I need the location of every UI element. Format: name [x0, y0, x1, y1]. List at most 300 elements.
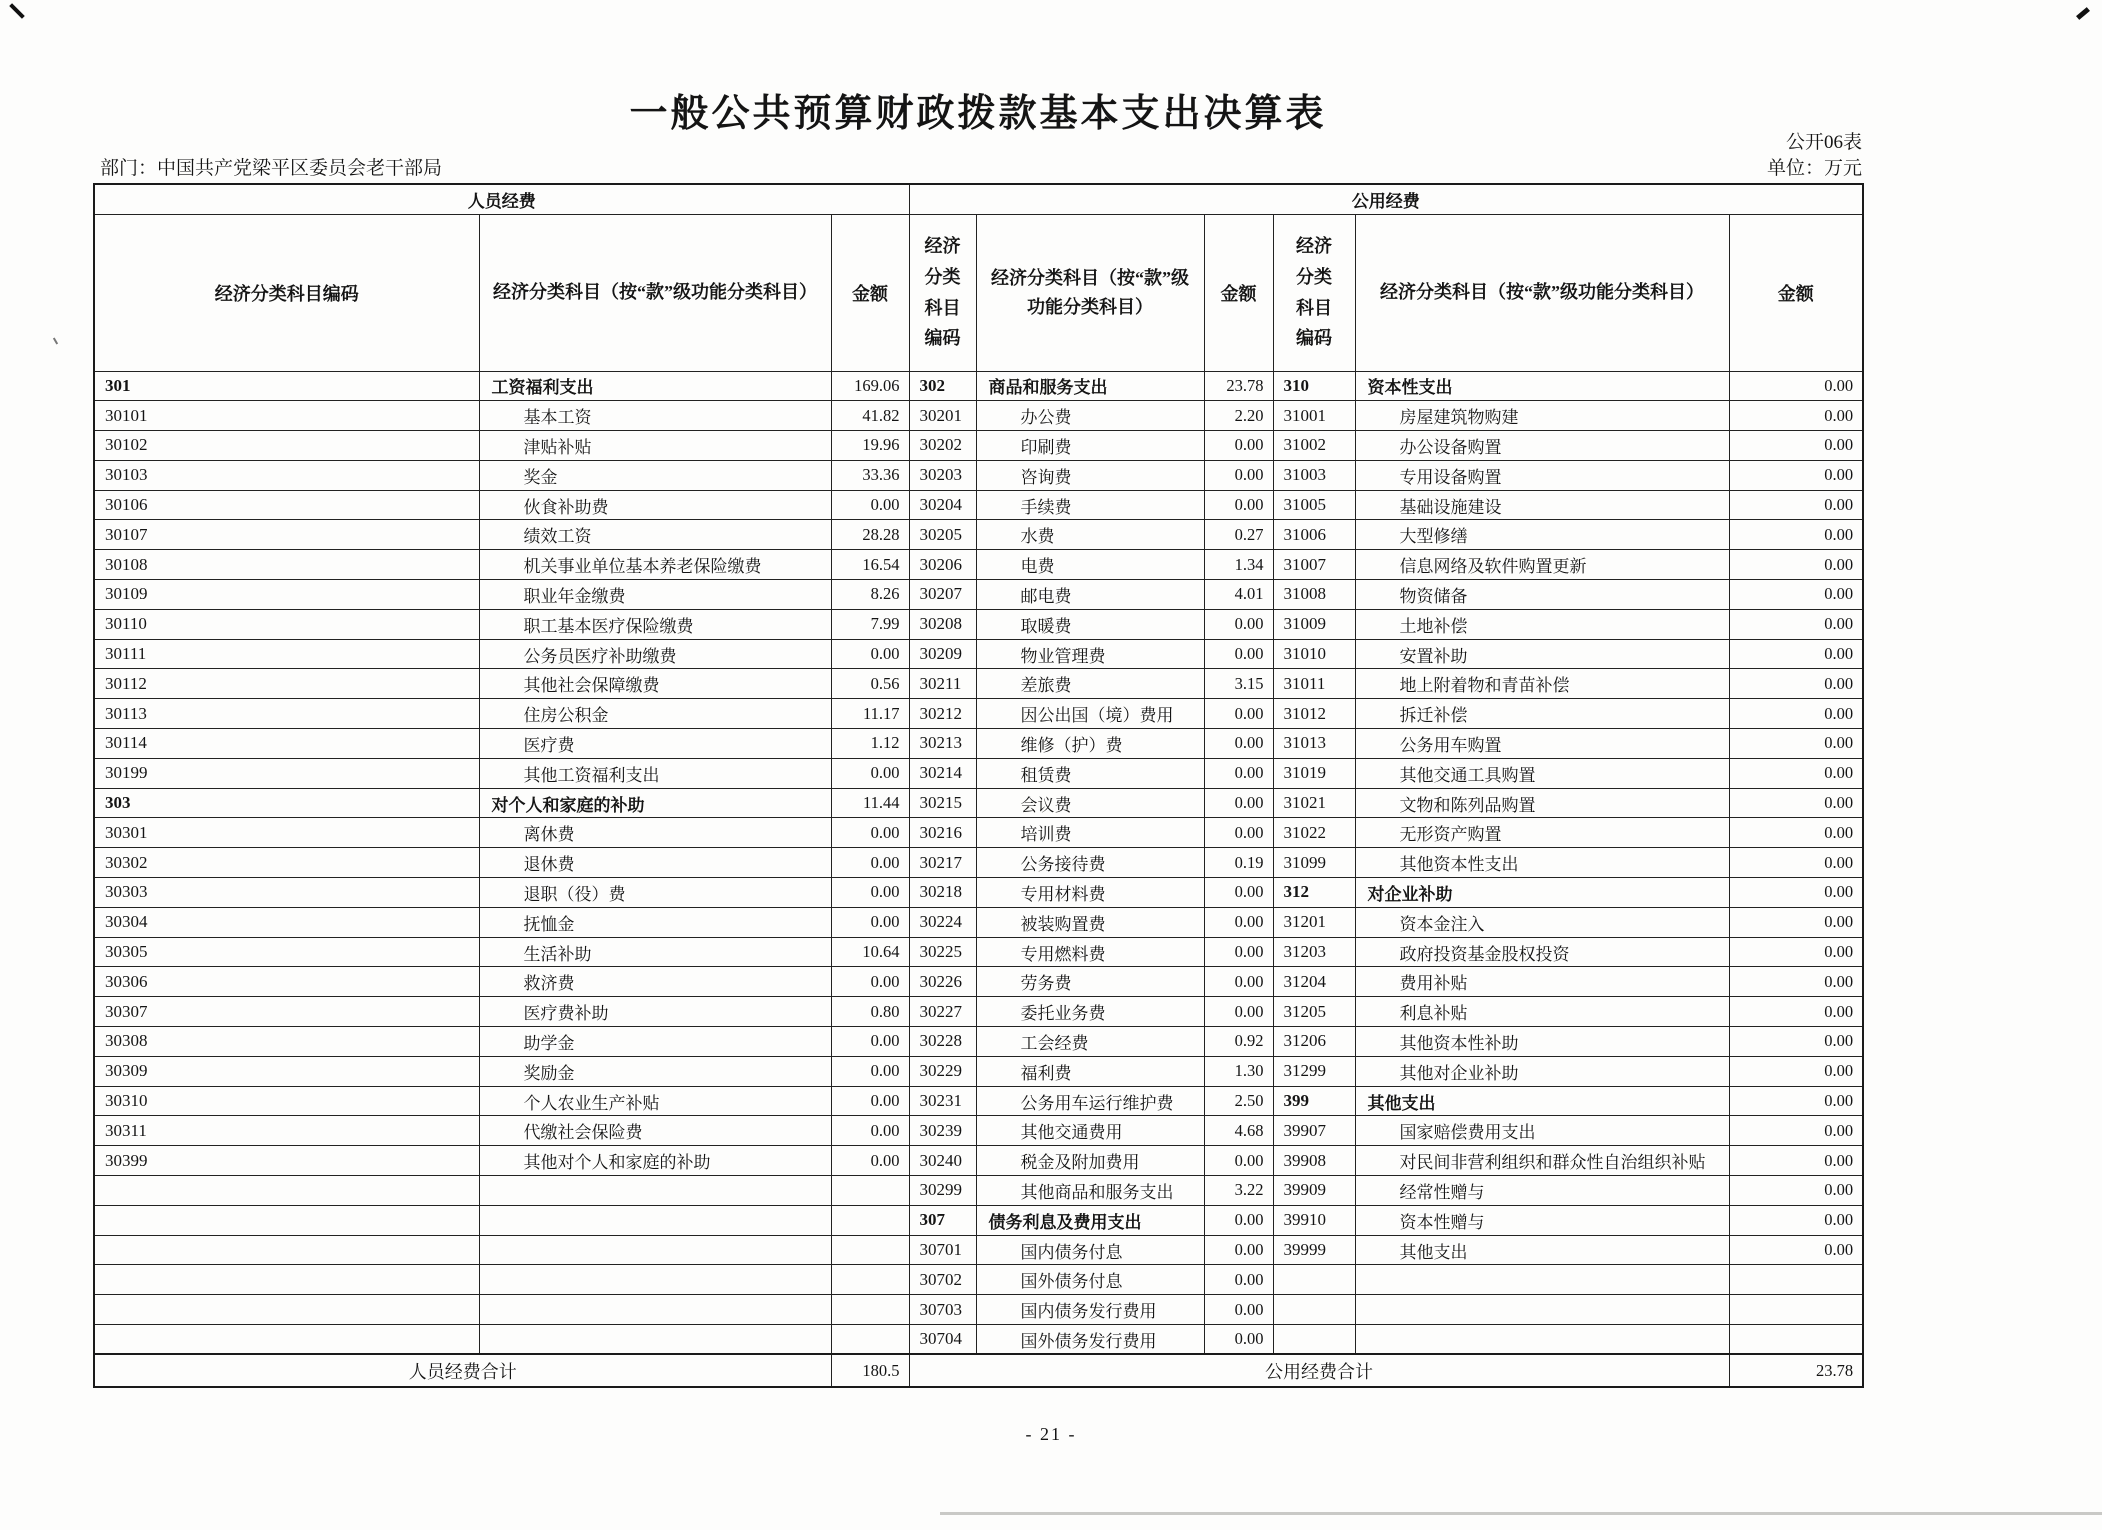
table-row — [94, 520, 1863, 550]
cell-code: 30112 — [94, 669, 479, 699]
cell-amount: 1.30 — [1204, 1056, 1273, 1086]
table-row — [94, 878, 1863, 908]
cell-amount: 0.00 — [1729, 550, 1863, 580]
cell-subject: 国内债务发行费用 — [976, 1295, 1204, 1325]
cell-subject: 抚恤金 — [479, 907, 831, 937]
cell-code: 30102 — [94, 431, 479, 461]
cell-amount: 0.00 — [1729, 401, 1863, 431]
cell-amount: 3.15 — [1204, 669, 1273, 699]
cell-subject: 费用补贴 — [1355, 967, 1729, 997]
cell-code: 30217 — [909, 848, 976, 878]
table-row — [94, 1146, 1863, 1176]
cell-subject: 其他支出 — [1355, 1086, 1729, 1116]
cell-code: 30308 — [94, 1027, 479, 1057]
table-row — [94, 1056, 1863, 1086]
scan-artifact — [53, 337, 58, 344]
cell-subject: 公务员医疗补助缴费 — [479, 639, 831, 669]
cell-amount: 0.00 — [831, 1027, 909, 1057]
public-total-amount: 23.78 — [1729, 1354, 1863, 1387]
cell-amount: 0.00 — [1729, 431, 1863, 461]
cell-code — [94, 1295, 479, 1325]
table-row — [94, 907, 1863, 937]
cell-subject: 信息网络及软件购置更新 — [1355, 550, 1729, 580]
page-title: 一般公共预算财政拨款基本支出决算表 — [629, 93, 1327, 135]
cell-subject: 机关事业单位基本养老保险缴费 — [479, 550, 831, 580]
cell-amount: 0.00 — [831, 878, 909, 908]
cell-amount: 2.50 — [1204, 1086, 1273, 1116]
public-total-label: 公用经费合计 — [909, 1354, 1729, 1387]
cell-subject: 物资储备 — [1355, 580, 1729, 610]
cell-amount: 0.00 — [1204, 609, 1273, 639]
cell-code: 30107 — [94, 520, 479, 550]
totals-row — [94, 1354, 1863, 1387]
cell-code: 31007 — [1273, 550, 1355, 580]
cell-amount: 0.00 — [831, 490, 909, 520]
cell-code: 307 — [909, 1205, 976, 1235]
cell-amount — [1729, 1325, 1863, 1355]
cell-amount: 3.22 — [1204, 1176, 1273, 1206]
cell-code: 30113 — [94, 699, 479, 729]
cell-code: 31201 — [1273, 907, 1355, 937]
cell-code: 30304 — [94, 907, 479, 937]
cell-amount: 0.00 — [1729, 460, 1863, 490]
cell-code: 30110 — [94, 609, 479, 639]
cell-amount: 0.00 — [1729, 699, 1863, 729]
cell-code: 30101 — [94, 401, 479, 431]
cell-subject: 基本工资 — [479, 401, 831, 431]
cell-subject: 资本性支出 — [1355, 371, 1729, 401]
cell-amount: 1.34 — [1204, 550, 1273, 580]
col-header-amount-public2: 金额 — [1729, 214, 1863, 371]
cell-subject: 公务用车购置 — [1355, 729, 1729, 759]
cell-subject: 培训费 — [976, 818, 1204, 848]
cell-subject: 伙食补助费 — [479, 490, 831, 520]
cell-subject: 绩效工资 — [479, 520, 831, 550]
cell-subject: 维修（护）费 — [976, 729, 1204, 759]
cell-amount: 0.00 — [1204, 490, 1273, 520]
cell-subject — [479, 1235, 831, 1265]
cell-amount: 0.00 — [831, 907, 909, 937]
col-header-subject-public2: 经济分类科目（按“款”级功能分类科目） — [1355, 214, 1729, 371]
cell-amount: 0.00 — [1204, 431, 1273, 461]
cell-code: 30207 — [909, 580, 976, 610]
cell-code: 30205 — [909, 520, 976, 550]
cell-code: 30211 — [909, 669, 976, 699]
table-row — [94, 1027, 1863, 1057]
column-header-row — [94, 214, 1863, 371]
cell-code: 312 — [1273, 878, 1355, 908]
cell-amount: 4.68 — [1204, 1116, 1273, 1146]
cell-subject: 离休费 — [479, 818, 831, 848]
table-row — [94, 431, 1863, 461]
cell-subject: 福利费 — [976, 1056, 1204, 1086]
cell-amount: 0.00 — [831, 848, 909, 878]
cell-code: 30215 — [909, 788, 976, 818]
col-header-amount-public1: 金额 — [1204, 214, 1273, 371]
cell-code: 39908 — [1273, 1146, 1355, 1176]
cell-subject: 其他社会保障缴费 — [479, 669, 831, 699]
cell-subject: 退职（役）费 — [479, 878, 831, 908]
cell-code: 30114 — [94, 729, 479, 759]
cell-amount — [831, 1295, 909, 1325]
table-row — [94, 639, 1863, 669]
cell-amount: 0.00 — [1729, 878, 1863, 908]
table-row — [94, 818, 1863, 848]
cell-subject: 奖励金 — [479, 1056, 831, 1086]
cell-subject: 利息补贴 — [1355, 997, 1729, 1027]
cell-subject — [479, 1325, 831, 1355]
unit-label: 单位：万元 — [1766, 157, 1862, 179]
personnel-total-amount: 180.5 — [831, 1354, 909, 1387]
cell-amount: 0.92 — [1204, 1027, 1273, 1057]
cell-amount: 0.27 — [1204, 520, 1273, 550]
cell-amount: 0.00 — [1204, 1235, 1273, 1265]
cell-amount: 10.64 — [831, 937, 909, 967]
cell-amount: 0.00 — [831, 818, 909, 848]
cell-amount — [831, 1176, 909, 1206]
cell-subject: 助学金 — [479, 1027, 831, 1057]
cell-amount: 11.17 — [831, 699, 909, 729]
cell-amount: 0.00 — [1729, 818, 1863, 848]
cell-amount: 0.00 — [831, 1056, 909, 1086]
cell-amount: 41.82 — [831, 401, 909, 431]
cell-subject: 印刷费 — [976, 431, 1204, 461]
table-row — [94, 1265, 1863, 1295]
cell-subject — [479, 1176, 831, 1206]
cell-subject: 其他交通工具购置 — [1355, 758, 1729, 788]
cell-subject: 办公设备购置 — [1355, 431, 1729, 461]
cell-subject: 债务利息及费用支出 — [976, 1205, 1204, 1235]
cell-subject: 个人农业生产补贴 — [479, 1086, 831, 1116]
cell-subject: 退休费 — [479, 848, 831, 878]
cell-code: 31204 — [1273, 967, 1355, 997]
cell-code: 30299 — [909, 1176, 976, 1206]
cell-amount: 16.54 — [831, 550, 909, 580]
table-row — [94, 1205, 1863, 1235]
cell-amount: 4.01 — [1204, 580, 1273, 610]
table-row — [94, 580, 1863, 610]
cell-code: 30703 — [909, 1295, 976, 1325]
cell-code: 31006 — [1273, 520, 1355, 550]
table-row — [94, 1116, 1863, 1146]
cell-amount: 0.00 — [1729, 1146, 1863, 1176]
cell-amount: 0.00 — [1729, 1205, 1863, 1235]
table-row — [94, 490, 1863, 520]
cell-subject: 土地补偿 — [1355, 609, 1729, 639]
cell-code — [94, 1205, 479, 1235]
cell-subject: 资本金注入 — [1355, 907, 1729, 937]
cell-amount: 0.80 — [831, 997, 909, 1027]
cell-code: 31019 — [1273, 758, 1355, 788]
cell-amount: 0.00 — [1729, 520, 1863, 550]
cell-code: 301 — [94, 371, 479, 401]
group-header-row — [94, 184, 1863, 214]
cell-code: 31299 — [1273, 1056, 1355, 1086]
cell-code: 31099 — [1273, 848, 1355, 878]
page-number: - 21 - — [1025, 1424, 1077, 1444]
cell-amount: 0.00 — [1204, 937, 1273, 967]
cell-subject: 国内债务付息 — [976, 1235, 1204, 1265]
cell-amount — [1729, 1265, 1863, 1295]
cell-amount: 0.56 — [831, 669, 909, 699]
cell-subject: 地上附着物和青苗补偿 — [1355, 669, 1729, 699]
cell-code: 31001 — [1273, 401, 1355, 431]
cell-amount: 0.00 — [1204, 1265, 1273, 1295]
table-row — [94, 699, 1863, 729]
cell-amount: 0.00 — [1729, 758, 1863, 788]
cell-code: 30216 — [909, 818, 976, 848]
cell-code: 303 — [94, 788, 479, 818]
cell-subject: 医疗费补助 — [479, 997, 831, 1027]
sheet-number: 公开06表 — [1785, 132, 1862, 153]
cell-subject: 其他对企业补助 — [1355, 1056, 1729, 1086]
cell-subject — [1355, 1265, 1729, 1295]
cell-code: 30109 — [94, 580, 479, 610]
cell-amount: 0.00 — [1729, 1027, 1863, 1057]
cell-code: 30311 — [94, 1116, 479, 1146]
cell-subject: 其他资本性支出 — [1355, 848, 1729, 878]
cell-amount: 0.00 — [1729, 1086, 1863, 1116]
cell-subject: 对民间非营利组织和群众性自治组织补贴 — [1355, 1146, 1729, 1176]
cell-amount: 0.00 — [1729, 788, 1863, 818]
col-header-code-public1 — [909, 214, 976, 371]
cell-code: 30214 — [909, 758, 976, 788]
cell-subject: 公务用车运行维护费 — [976, 1086, 1204, 1116]
expenditure-table-wrap — [93, 183, 1864, 1388]
cell-subject: 其他支出 — [1355, 1235, 1729, 1265]
cell-subject: 其他商品和服务支出 — [976, 1176, 1204, 1206]
cell-amount: 33.36 — [831, 460, 909, 490]
cell-subject: 国外债务发行费用 — [976, 1325, 1204, 1355]
cell-code: 31011 — [1273, 669, 1355, 699]
cell-amount: 0.00 — [1729, 1235, 1863, 1265]
cell-code: 30307 — [94, 997, 479, 1027]
cell-subject — [479, 1265, 831, 1295]
cell-amount: 8.26 — [831, 580, 909, 610]
cell-amount: 0.00 — [1204, 997, 1273, 1027]
cell-code: 30202 — [909, 431, 976, 461]
cell-subject: 被装购置费 — [976, 907, 1204, 937]
cell-amount: 0.00 — [1204, 907, 1273, 937]
cell-amount: 0.00 — [1729, 639, 1863, 669]
cell-subject: 会议费 — [976, 788, 1204, 818]
cell-amount: 19.96 — [831, 431, 909, 461]
cell-amount — [1729, 1295, 1863, 1325]
cell-code: 30701 — [909, 1235, 976, 1265]
cell-subject: 国家赔偿费用支出 — [1355, 1116, 1729, 1146]
table-row — [94, 788, 1863, 818]
cell-code — [94, 1235, 479, 1265]
table-row — [94, 669, 1863, 699]
cell-subject: 对个人和家庭的补助 — [479, 788, 831, 818]
cell-amount: 1.12 — [831, 729, 909, 759]
cell-code: 39907 — [1273, 1116, 1355, 1146]
cell-code: 30301 — [94, 818, 479, 848]
cell-subject: 对企业补助 — [1355, 878, 1729, 908]
cell-subject — [479, 1205, 831, 1235]
cell-amount: 0.00 — [1729, 609, 1863, 639]
cell-subject: 职业年金缴费 — [479, 580, 831, 610]
cell-code — [1273, 1265, 1355, 1295]
cell-subject: 劳务费 — [976, 967, 1204, 997]
cell-code: 31005 — [1273, 490, 1355, 520]
cell-code: 30702 — [909, 1265, 976, 1295]
cell-code: 39909 — [1273, 1176, 1355, 1206]
table-row — [94, 550, 1863, 580]
cell-amount: 0.00 — [1729, 490, 1863, 520]
cell-subject — [479, 1295, 831, 1325]
cell-subject — [1355, 1325, 1729, 1355]
cell-subject: 安置补助 — [1355, 639, 1729, 669]
cell-code: 30106 — [94, 490, 479, 520]
cell-code: 31022 — [1273, 818, 1355, 848]
table-row — [94, 937, 1863, 967]
cell-subject: 因公出国（境）费用 — [976, 699, 1204, 729]
department-label: 部门：中国共产党梁平区委员会老干部局 — [100, 158, 443, 179]
cell-code: 30206 — [909, 550, 976, 580]
cell-code — [1273, 1295, 1355, 1325]
cell-amount: 0.00 — [1729, 729, 1863, 759]
cell-subject: 水费 — [976, 520, 1204, 550]
table-row — [94, 758, 1863, 788]
col-header-subject-public1: 经济分类科目（按“款”级功能分类科目） — [976, 214, 1204, 371]
cell-code: 30228 — [909, 1027, 976, 1057]
cell-code: 31008 — [1273, 580, 1355, 610]
cell-code — [94, 1265, 479, 1295]
cell-subject: 大型修缮 — [1355, 520, 1729, 550]
cell-code: 310 — [1273, 371, 1355, 401]
table-row — [94, 848, 1863, 878]
cell-code: 31205 — [1273, 997, 1355, 1027]
cell-subject: 电费 — [976, 550, 1204, 580]
cell-subject: 取暖费 — [976, 609, 1204, 639]
cell-amount: 0.00 — [1204, 818, 1273, 848]
cell-code: 30111 — [94, 639, 479, 669]
cell-amount: 0.00 — [1729, 967, 1863, 997]
cell-amount — [831, 1265, 909, 1295]
cell-code: 31012 — [1273, 699, 1355, 729]
cell-subject: 其他工资福利支出 — [479, 758, 831, 788]
cell-code: 399 — [1273, 1086, 1355, 1116]
table-row — [94, 401, 1863, 431]
cell-subject: 工资福利支出 — [479, 371, 831, 401]
cell-code: 30704 — [909, 1325, 976, 1355]
cell-code: 30399 — [94, 1146, 479, 1176]
cell-subject: 津贴补贴 — [479, 431, 831, 461]
table-row — [94, 1086, 1863, 1116]
cell-amount: 0.00 — [1729, 1176, 1863, 1206]
cell-code: 39999 — [1273, 1235, 1355, 1265]
cell-subject: 租赁费 — [976, 758, 1204, 788]
cell-amount: 0.00 — [1729, 907, 1863, 937]
cell-code: 30231 — [909, 1086, 976, 1116]
cell-amount: 0.00 — [1204, 967, 1273, 997]
cell-subject: 咨询费 — [976, 460, 1204, 490]
cell-subject: 差旅费 — [976, 669, 1204, 699]
cell-amount: 0.00 — [831, 1086, 909, 1116]
cell-subject: 其他交通费用 — [976, 1116, 1204, 1146]
cell-code: 30309 — [94, 1056, 479, 1086]
cell-amount: 7.99 — [831, 609, 909, 639]
table-row — [94, 967, 1863, 997]
cell-code: 30213 — [909, 729, 976, 759]
cell-subject: 专用设备购置 — [1355, 460, 1729, 490]
cell-subject: 商品和服务支出 — [976, 371, 1204, 401]
cell-code: 30225 — [909, 937, 976, 967]
table-row — [94, 1325, 1863, 1355]
cell-code: 30201 — [909, 401, 976, 431]
table-row — [94, 729, 1863, 759]
col-header-code-vertical-text: 经济分类科目编码 — [1296, 236, 1333, 349]
cell-code: 30204 — [909, 490, 976, 520]
cell-subject: 奖金 — [479, 460, 831, 490]
cell-amount: 0.00 — [831, 1146, 909, 1176]
cell-amount: 0.00 — [1204, 1146, 1273, 1176]
cell-subject: 国外债务付息 — [976, 1265, 1204, 1295]
cell-code: 31206 — [1273, 1027, 1355, 1057]
cell-subject: 住房公积金 — [479, 699, 831, 729]
col-header-amount-personnel: 金额 — [831, 214, 909, 371]
cell-code: 30306 — [94, 967, 479, 997]
cell-amount: 0.00 — [1729, 1116, 1863, 1146]
col-header-code-vertical-text: 经济分类科目编码 — [924, 236, 961, 349]
cell-subject: 房屋建筑物购建 — [1355, 401, 1729, 431]
cell-code: 31203 — [1273, 937, 1355, 967]
cell-subject: 政府投资基金股权投资 — [1355, 937, 1729, 967]
cell-amount: 0.00 — [1729, 1056, 1863, 1086]
cell-code: 30224 — [909, 907, 976, 937]
cell-amount: 0.00 — [831, 967, 909, 997]
scan-artifact — [9, 3, 25, 19]
cell-amount — [831, 1325, 909, 1355]
cell-amount: 169.06 — [831, 371, 909, 401]
cell-code: 30310 — [94, 1086, 479, 1116]
cell-subject: 其他资本性补助 — [1355, 1027, 1729, 1057]
cell-amount: 0.00 — [1729, 371, 1863, 401]
scan-artifact — [2076, 7, 2090, 20]
cell-code: 30199 — [94, 758, 479, 788]
cell-amount: 0.00 — [1204, 639, 1273, 669]
cell-amount: 0.00 — [1204, 729, 1273, 759]
cell-subject: 办公费 — [976, 401, 1204, 431]
cell-subject: 经常性赠与 — [1355, 1176, 1729, 1206]
col-header-subject-personnel: 经济分类科目（按“款”级功能分类科目） — [479, 214, 831, 371]
cell-subject: 基础设施建设 — [1355, 490, 1729, 520]
cell-amount: 0.00 — [1204, 878, 1273, 908]
table-row — [94, 609, 1863, 639]
cell-amount: 0.00 — [1204, 699, 1273, 729]
cell-amount: 0.00 — [831, 758, 909, 788]
cell-subject: 其他对个人和家庭的补助 — [479, 1146, 831, 1176]
cell-amount: 0.00 — [1204, 1205, 1273, 1235]
table-body — [94, 371, 1863, 1354]
cell-code: 30305 — [94, 937, 479, 967]
cell-code: 30208 — [909, 609, 976, 639]
cell-code: 30240 — [909, 1146, 976, 1176]
table-row — [94, 997, 1863, 1027]
personnel-total-label: 人员经费合计 — [94, 1354, 831, 1387]
cell-amount: 0.00 — [1729, 937, 1863, 967]
cell-amount: 23.78 — [1204, 371, 1273, 401]
cell-code: 31010 — [1273, 639, 1355, 669]
cell-subject: 委托业务费 — [976, 997, 1204, 1027]
cell-amount: 0.00 — [1729, 669, 1863, 699]
cell-code: 30212 — [909, 699, 976, 729]
cell-amount: 0.00 — [1729, 580, 1863, 610]
expenditure-table — [93, 183, 1864, 1388]
cell-amount: 0.00 — [1204, 788, 1273, 818]
cell-subject: 工会经费 — [976, 1027, 1204, 1057]
